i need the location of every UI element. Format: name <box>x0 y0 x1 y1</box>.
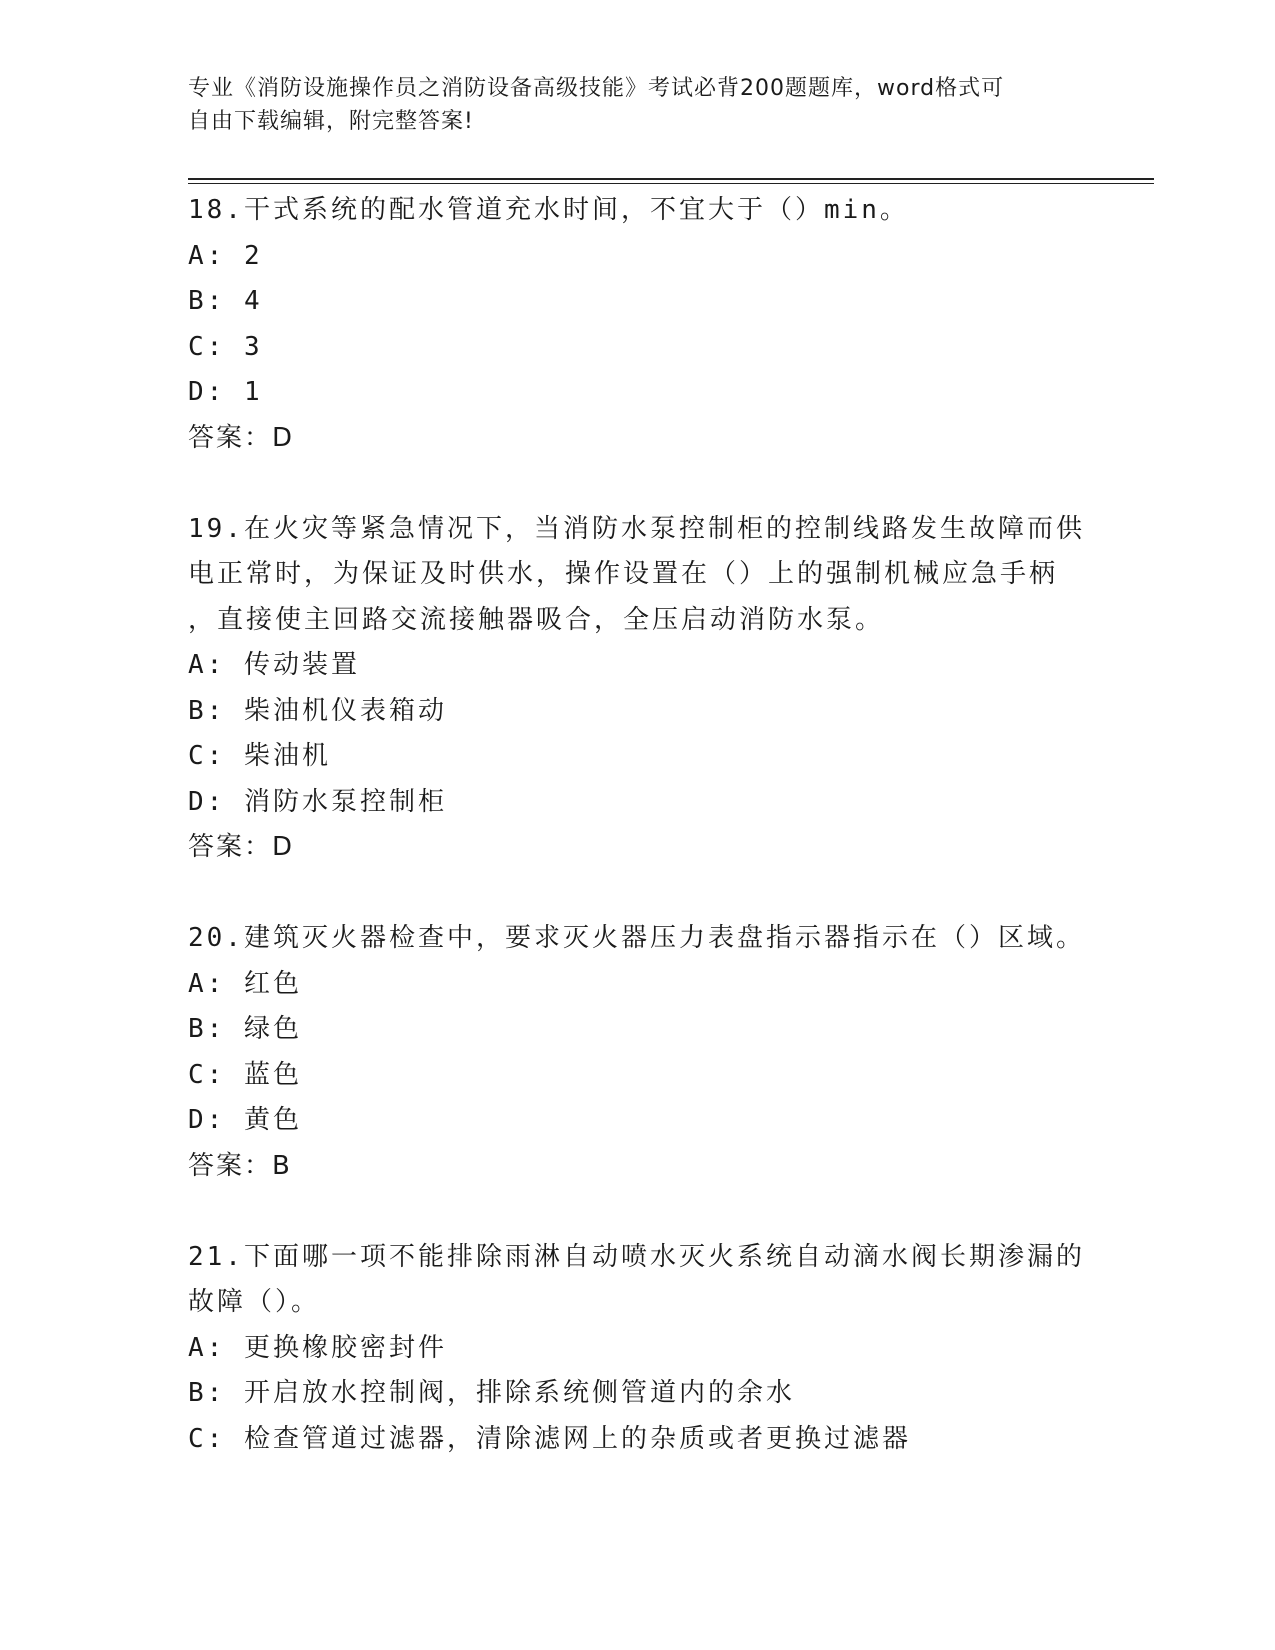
question-stem-line-2: 电正常时，为保证及时供水，操作设置在（）上的强制机械应急手柄 <box>188 559 1059 589</box>
option-c: C: 检查管道过滤器，清除滤网上的杂质或者更换过滤器 <box>188 1423 911 1454</box>
answer: 答案：D <box>188 422 295 453</box>
option-a: A: 传动装置 <box>188 650 360 680</box>
question-stem-line-2: 故障（）。 <box>188 1287 321 1317</box>
option-d: D: 消防水泵控制柜 <box>188 786 447 817</box>
option-c: C: 3 <box>188 331 263 362</box>
option-c: C: 蓝色 <box>188 1059 302 1090</box>
header-line-1: 专业《消防设施操作员之消防设备高级技能》考试必背200题题库，word格式可 <box>188 76 1005 101</box>
header-divider-thin <box>188 183 1154 184</box>
answer: 答案：D <box>188 832 295 862</box>
question-stem: 20.建筑灭火器检查中，要求灭火器压力表盘指示器指示在（）区域。 <box>188 923 1085 953</box>
option-a: A: 红色 <box>188 968 302 999</box>
option-b: B: 4 <box>188 286 263 316</box>
option-b: B: 柴油机仪表箱动 <box>188 695 447 726</box>
header-line-2: 自由下载编辑，附完整答案! <box>188 109 474 134</box>
option-a: A: 2 <box>188 240 263 271</box>
question-stem-line-1: 21.下面哪一项不能排除雨淋自动喷水灭火系统自动滴水阀长期渗漏的 <box>188 1241 1085 1272</box>
question-21 <box>188 1235 1088 1463</box>
question-list <box>188 188 1088 1462</box>
question-stem-line-3: ，直接使主回路交流接触器吸合，全压启动消防水泵。 <box>188 604 885 635</box>
option-a: A: 更换橡胶密封件 <box>188 1332 447 1363</box>
document-header <box>188 72 1078 138</box>
question-18 <box>188 188 1088 461</box>
spacer <box>188 871 1088 917</box>
answer: 答案：B <box>188 1150 292 1181</box>
spacer <box>188 461 1088 507</box>
option-d: D: 1 <box>188 377 263 407</box>
option-b: B: 绿色 <box>188 1014 302 1044</box>
header-divider-thick <box>188 178 1154 180</box>
option-b: B: 开启放水控制阀，排除系统侧管道内的余水 <box>188 1378 795 1408</box>
question-stem: 18.干式系统的配水管道充水时间，不宜大于（）min。 <box>188 195 909 225</box>
spacer <box>188 1189 1088 1235</box>
option-d: D: 黄色 <box>188 1105 302 1135</box>
option-c: C: 柴油机 <box>188 741 331 771</box>
question-19 <box>188 507 1088 871</box>
question-stem-line-1: 19.在火灾等紧急情况下，当消防水泵控制柜的控制线路发生故障而供 <box>188 513 1085 544</box>
question-20 <box>188 916 1088 1189</box>
